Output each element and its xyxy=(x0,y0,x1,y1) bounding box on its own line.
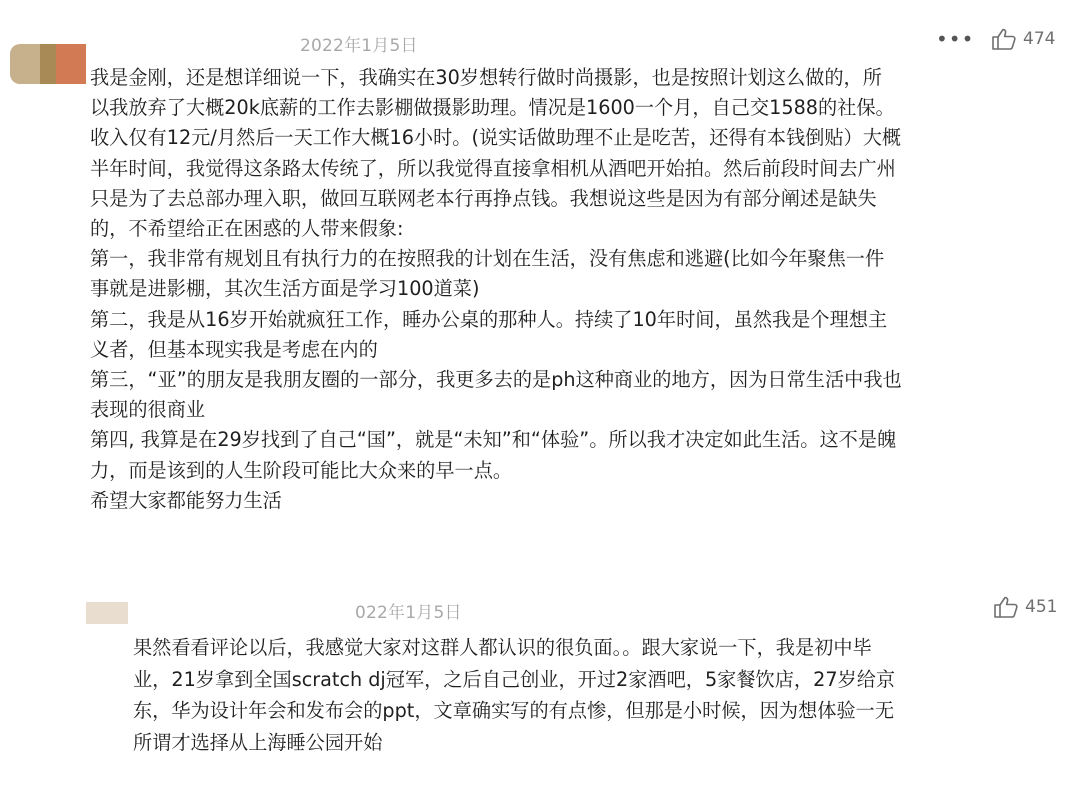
thumbs-up-icon xyxy=(993,595,1019,619)
more-dots-icon[interactable]: ••• xyxy=(936,27,975,51)
comment-line: 义者，但基本现实我是考虑在内的 xyxy=(90,337,378,361)
comment-line: 第三，“亚”的朋友是我朋友圈的一部分，我更多去的是ph这种商业的地方，因为日常生活中我也 xyxy=(90,368,902,392)
comment-line: 东，华为设计年会和发布会的ppt，文章确实写的有点惨，但那是小时候，因为想体验一无 xyxy=(133,699,895,722)
thumbs-up-icon xyxy=(991,27,1017,51)
comment-line: 表现的很商业 xyxy=(90,398,206,422)
like-count: 474 xyxy=(1023,29,1056,49)
comment-line: 只是为了去总部办理入职，做回互联网老本行再挣点钱。我想说这些是因为有部分阐述是缺失 xyxy=(90,186,877,210)
comment-line: 业，21岁拿到全国scratch dj冠军，之后自己创业，开过2家酒吧，5家餐饮店，27岁给京 xyxy=(133,667,896,691)
comment-line: 以我放弃了大概20k底薪的工作去影棚做摄影助理。情况是1600一个月，自己交1588的社保。 xyxy=(90,96,895,120)
comment-line: 我是金刚，还是想详细说一下，我确实在30岁想转行做时尚摄影，也是按照计划这么做的，所 xyxy=(90,66,882,89)
comment-line: 所谓才选择从上海睡公园开始 xyxy=(133,730,383,754)
comment-line: 事就是进影棚，其次生活方面是学习100道菜) xyxy=(90,277,480,301)
comment-date: 2022年1月5日 xyxy=(300,36,418,56)
like-count: 451 xyxy=(1025,597,1058,617)
comment-date: 022年1月5日 xyxy=(355,603,462,623)
avatar[interactable] xyxy=(86,602,128,624)
comment-text xyxy=(90,63,902,516)
comment-line: 果然看看评论以后，我感觉大家对这群人都认识的很负面。。跟大家说一下，我是初中毕 xyxy=(133,636,872,659)
comment-card xyxy=(0,590,1080,797)
like-button[interactable] xyxy=(993,595,1057,619)
comment-line: 第一，我非常有规划且有执行力的在按照我的计划在生活，没有焦虑和逃避(比如今年聚焦一件 xyxy=(90,247,885,271)
comment-text xyxy=(133,632,895,758)
like-button[interactable] xyxy=(991,27,1055,51)
comment-line: 第二，我是从16岁开始就疯狂工作，睡办公桌的那种人。持续了10年时间，虽然我是个理想主 xyxy=(90,307,888,331)
avatar[interactable] xyxy=(10,44,86,84)
comment-line: 第四, 我算是在29岁找到了自己“国”，就是“未知”和“体验”。所以我才决定如此生活。这不是魄 xyxy=(90,428,897,452)
comment-line: 半年时间，我觉得这条路太传统了，所以我觉得直接拿相机从酒吧开始拍。然后前段时间去广州 xyxy=(90,156,896,180)
comment-line: 收入仅有12元/月然后一天工作大概16小时。(说实话做助理不止是吃苦，还得有本钱倒贴）大概 xyxy=(90,126,902,150)
comment-line: 力，而是该到的人生阶段可能比大众来的早一点。 xyxy=(90,458,513,482)
comment-line: 的，不希望给正在困惑的人带来假象: xyxy=(90,217,404,241)
comment-line: 希望大家都能努力生活 xyxy=(90,488,282,512)
